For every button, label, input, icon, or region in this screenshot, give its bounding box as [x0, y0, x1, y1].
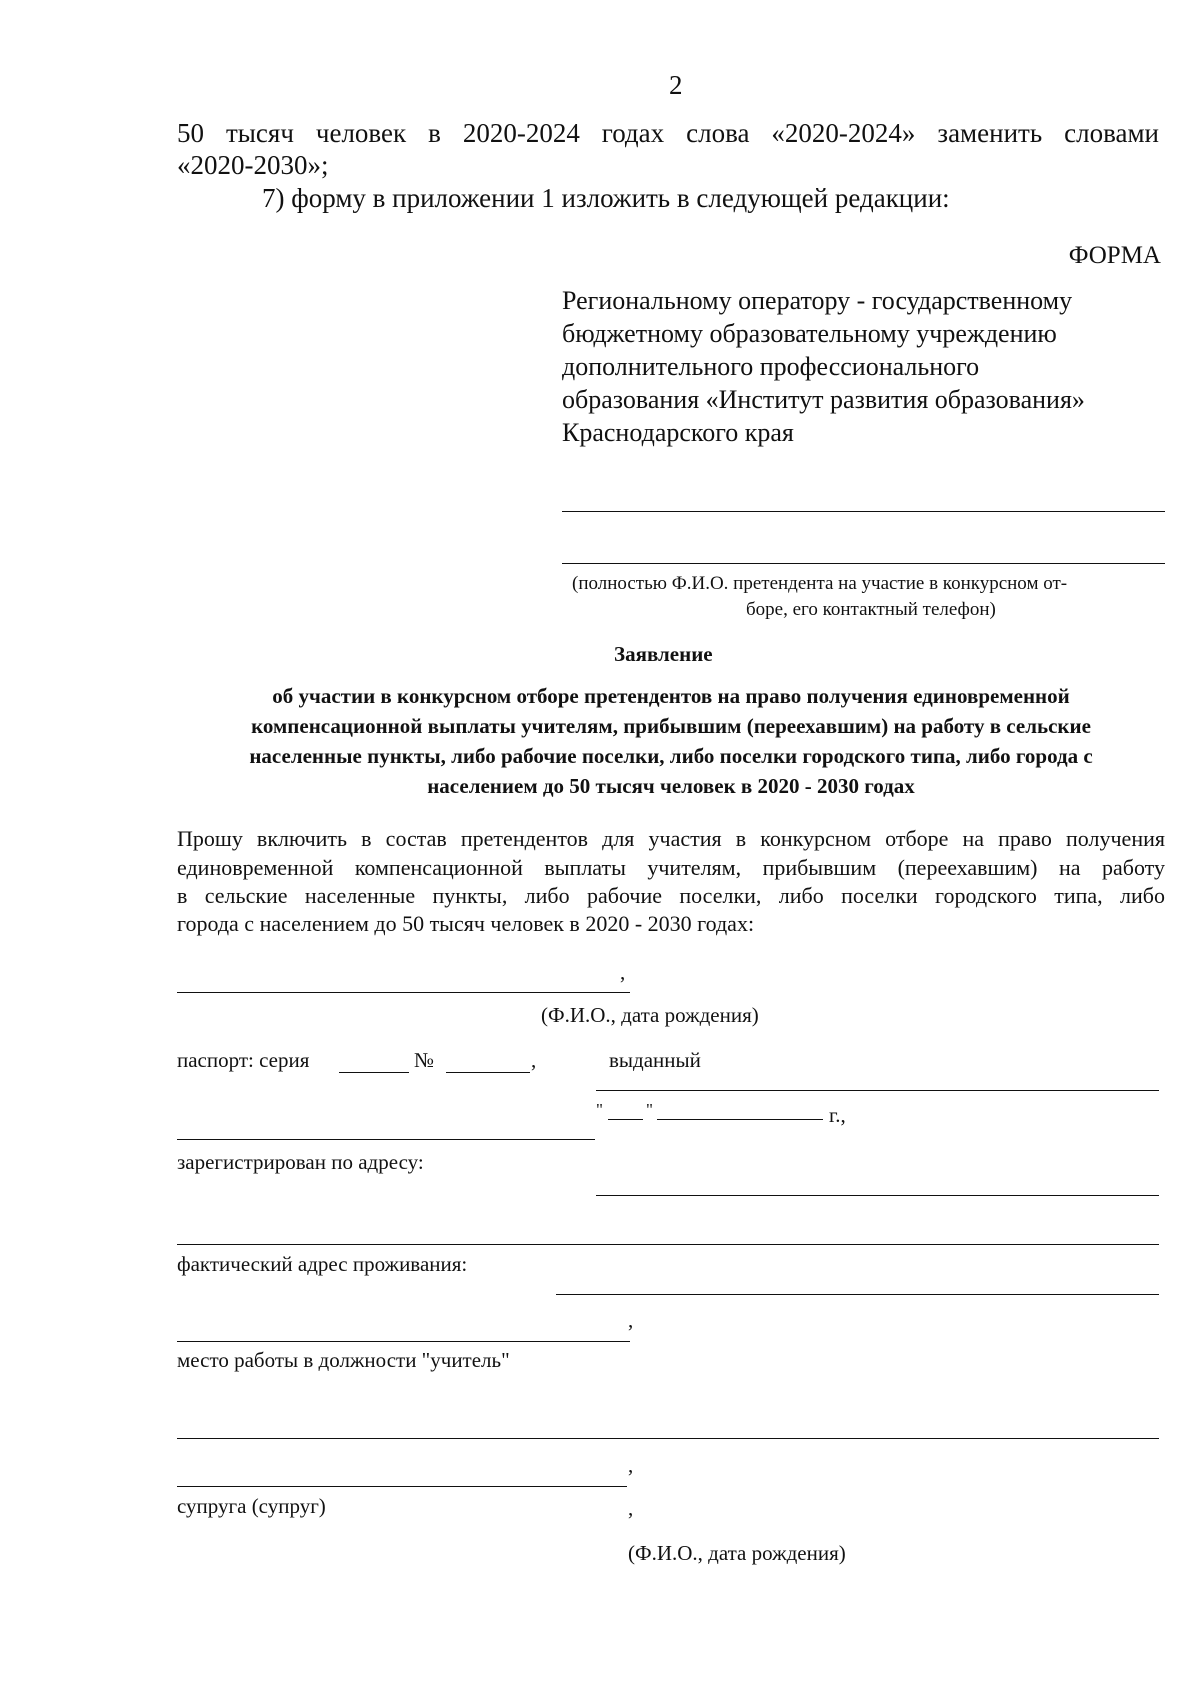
applicant-caption-line-2: боре, его контактный телефон): [746, 599, 996, 620]
spouse-comma: ,: [628, 1496, 634, 1520]
passport-number-label: №: [414, 1048, 435, 1072]
body-line-4: города с населением до 50 тысяч человек в 2020 - 2030 годах:: [177, 911, 755, 936]
actual-address-line-1[interactable]: [556, 1294, 1159, 1295]
fio-caption: (Ф.И.О., дата рождения): [541, 1003, 759, 1027]
applicant-name-line-2[interactable]: [562, 563, 1165, 564]
subtitle-line-1: об участии в конкурсном отборе претендентов на право получения единовременной: [272, 684, 1070, 708]
intro-line-1: 50 тысяч человек в 2020-2024 годах слова «2020-2024» заменить словами: [177, 118, 1159, 148]
workplace-line-1[interactable]: [177, 1438, 1159, 1439]
body-line-3: в сельские населенные пункты, либо рабочие поселки, либо поселки городского типа, либо: [177, 883, 1165, 908]
issue-month-line[interactable]: [657, 1119, 823, 1120]
form-label: ФОРМА: [1068, 242, 1161, 269]
addressee-line-3: дополнительного профессионального: [562, 352, 980, 381]
actual-address-line-2[interactable]: [177, 1341, 630, 1342]
quote-close: ": [646, 1100, 653, 1119]
intro-line-3: 7) форму в приложении 1 изложить в следующей редакции:: [262, 183, 950, 213]
applicant-name-line-1[interactable]: [562, 511, 1165, 512]
addressee-line-5: Краснодарского края: [562, 418, 794, 447]
passport-comma: ,: [531, 1048, 537, 1072]
workplace-comma: ,: [628, 1453, 634, 1477]
applicant-caption-line-1: (полностью Ф.И.О. претендента на участие в конкурсном от-: [572, 573, 1068, 594]
registered-address-line-2[interactable]: [177, 1244, 1159, 1245]
registered-address-line-1[interactable]: [596, 1195, 1159, 1196]
subtitle-line-2: компенсационной выплаты учителям, прибывшим (переехавшим) на работу в сельские: [251, 714, 1091, 738]
subtitle-line-4: населением до 50 тысяч человек в 2020 - 2030 годах: [427, 774, 915, 798]
body-line-1: Прошу включить в состав претендентов для участия в конкурсном отборе на право получения: [177, 826, 1165, 851]
year-suffix: г.,: [829, 1103, 846, 1127]
addressee-line-2: бюджетному образовательному учреждению: [562, 319, 1057, 348]
issued-label: выданный: [609, 1048, 701, 1072]
issue-day-line[interactable]: [608, 1119, 643, 1120]
workplace-label: место работы в должности "учитель": [177, 1348, 510, 1372]
spouse-caption: (Ф.И.О., дата рождения): [628, 1541, 846, 1565]
addressee-line-1: Региональному оператору - государственному: [562, 286, 1073, 315]
passport-number-line[interactable]: [446, 1072, 530, 1073]
intro-line-2: «2020-2030»;: [177, 150, 329, 180]
quote-open: ": [596, 1100, 603, 1119]
spouse-label: супруга (супруг): [177, 1494, 326, 1518]
page-number: 2: [669, 70, 683, 100]
registered-address-label: зарегистрирован по адресу:: [177, 1150, 424, 1174]
workplace-line-2[interactable]: [177, 1486, 627, 1487]
document-heading: Заявление: [614, 642, 713, 666]
body-line-2: единовременной компенсационной выплаты учителям, прибывшим (переехавшим) на работу: [177, 855, 1165, 880]
passport-series-line[interactable]: [339, 1072, 409, 1073]
actual-address-comma: ,: [628, 1308, 634, 1332]
passport-series-label: паспорт: серия: [177, 1048, 310, 1072]
actual-address-label: фактический адрес проживания:: [177, 1252, 468, 1276]
issued-by-line[interactable]: [596, 1090, 1159, 1091]
issued-by-line-2[interactable]: [177, 1139, 595, 1140]
addressee-line-4: образования «Институт развития образования»: [562, 385, 1085, 414]
fio-birthdate-line[interactable]: [177, 992, 630, 993]
fio-comma: ,: [620, 960, 626, 984]
subtitle-line-3: населенные пункты, либо рабочие поселки, либо поселки городского типа, либо города с: [249, 744, 1093, 768]
